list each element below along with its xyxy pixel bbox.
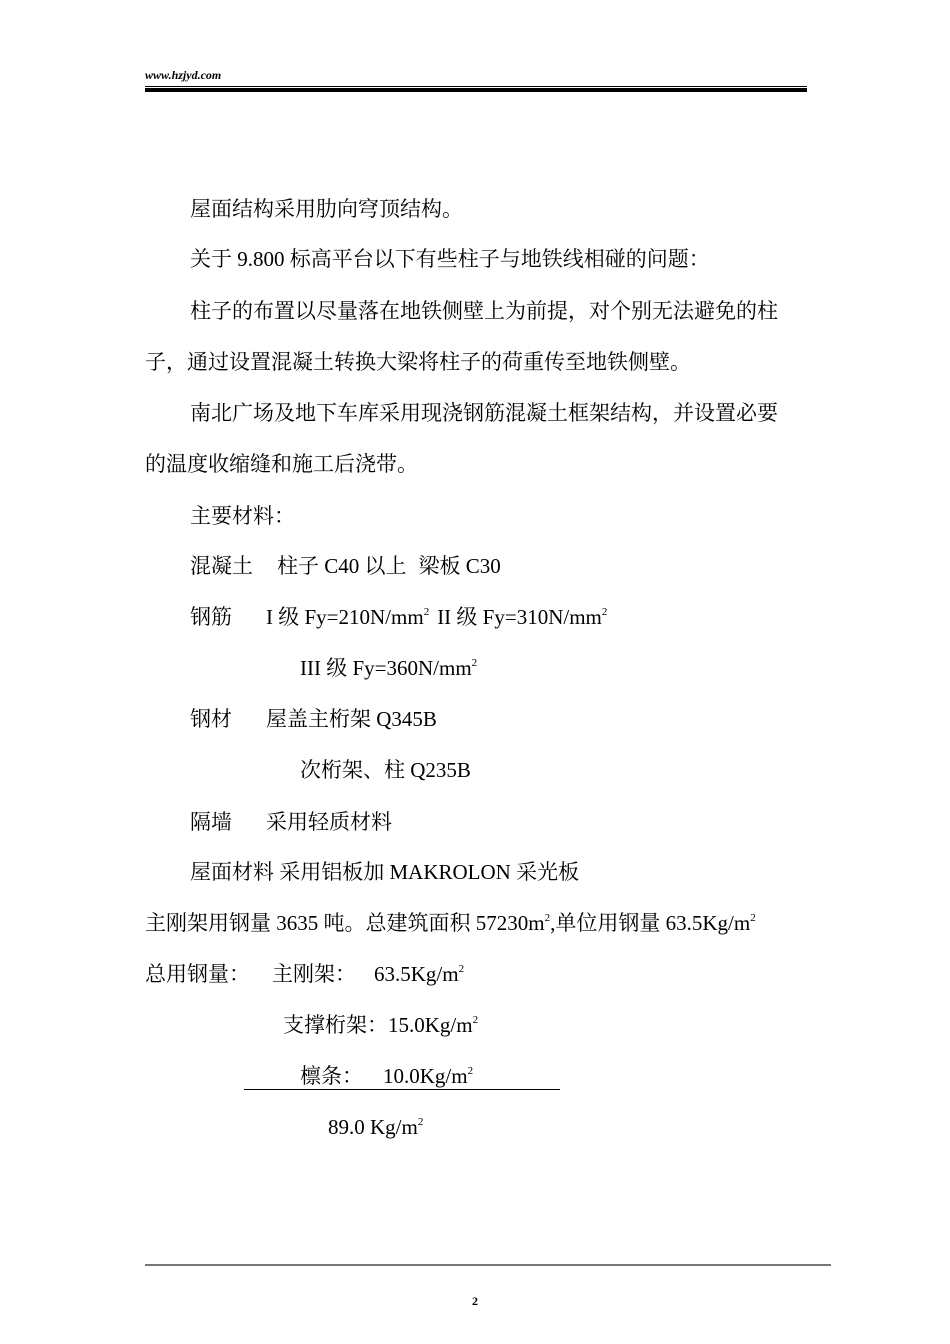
footer-rule	[145, 1264, 831, 1266]
header-url: www.hzjyd.com	[145, 68, 222, 82]
header-rule-thin	[145, 86, 807, 87]
rebar-grade-3: III 级 Fy=360N/mm	[300, 656, 472, 680]
superscript: 2	[417, 1116, 424, 1128]
page-number: 2	[472, 1294, 478, 1308]
superscript: 2	[472, 1014, 479, 1026]
steel-label: 钢材	[190, 707, 232, 731]
totals-main-label: 主刚架：	[272, 962, 356, 986]
paragraph-square-line2: 的温度收缩缝和施工后浇带。	[145, 452, 418, 476]
paragraph-columns-line2: 子，通过设置混凝土转换大梁将柱子的荷重传至地铁侧壁。	[145, 350, 691, 374]
totals-brace-row	[283, 1012, 478, 1038]
superscript: 2	[467, 1065, 474, 1077]
totals-brace: 支撑桁架：15.0Kg/m	[283, 1013, 473, 1037]
steel-main-truss: 屋盖主桁架 Q345B	[266, 707, 437, 731]
paragraph-square-line1: 南北广场及地下车库采用现浇钢筋混凝土框架结构，并设置必要	[190, 401, 778, 425]
totals-main-row	[145, 961, 464, 987]
summary-part-b: ,单位用钢量 63.5Kg/m	[550, 911, 751, 935]
materials-heading: 主要材料：	[190, 504, 295, 528]
concrete-beam-grade: 梁板 C30	[418, 554, 501, 578]
summary-part-a: 主刚架用钢量 3635 吨。总建筑面积 57230m	[145, 911, 545, 935]
superscript: 2	[750, 912, 756, 924]
partition-row	[190, 809, 392, 835]
concrete-column-grade: 柱子 C40 以上	[277, 554, 407, 578]
rebar-grade-1: I 级 Fy=210N/mm	[266, 605, 424, 629]
paragraph-subway-issue: 关于 9.800 标高平台以下有些柱子与地铁线相碰的问题：	[190, 247, 710, 271]
totals-main-value: 63.5Kg/m	[374, 962, 459, 986]
totals-purlin-row	[300, 1063, 473, 1089]
steel-secondary: 次桁架、柱 Q235B	[300, 758, 471, 782]
concrete-label: 混凝土	[190, 554, 253, 578]
paragraph-columns-line1: 柱子的布置以尽量落在地铁侧壁上为前提，对个别无法避免的柱	[190, 299, 778, 323]
totals-purlin-value: 10.0Kg/m	[383, 1064, 468, 1088]
superscript: 2	[471, 657, 478, 669]
header-rule-thick	[145, 88, 807, 92]
superscript: 2	[458, 963, 465, 975]
concrete-row	[190, 553, 501, 579]
totals-purlin-label: 檩条：	[300, 1064, 363, 1088]
superscript: 2	[601, 606, 608, 618]
partition-label: 隔墙	[190, 810, 232, 834]
totals-label: 总用钢量：	[145, 962, 250, 986]
roof-material: 屋面材料 采用铝板加 MAKROLON 采光板	[190, 860, 580, 884]
paragraph-roof-structure: 屋面结构采用肋向穹顶结构。	[190, 197, 463, 221]
partition-text: 采用轻质材料	[266, 810, 392, 834]
rebar-label: 钢筋	[190, 605, 232, 629]
steel-row	[190, 706, 437, 732]
superscript: 2	[423, 606, 430, 618]
steel-summary	[145, 910, 756, 936]
sum-underline	[244, 1089, 560, 1090]
totals-sum-row	[328, 1114, 423, 1140]
totals-sum: 89.0 Kg/m	[328, 1115, 418, 1139]
rebar-row	[190, 604, 607, 630]
superscript: 2	[544, 912, 551, 924]
rebar-grade-3-row	[300, 655, 477, 681]
rebar-grade-2: II 级 Fy=310N/mm	[437, 605, 602, 629]
